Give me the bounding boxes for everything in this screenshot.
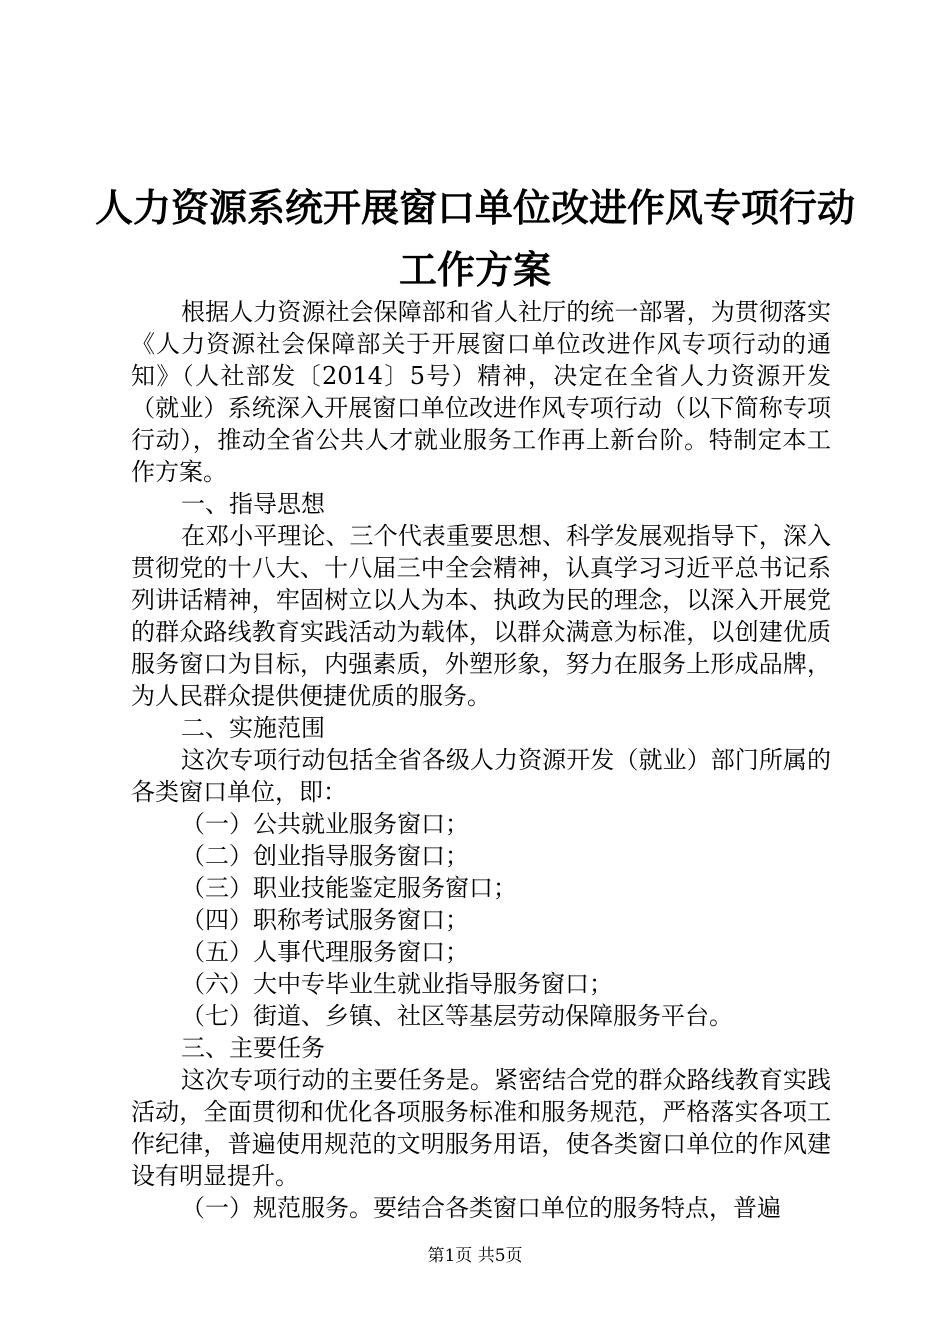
scope-list-item: （四）职称考试服务窗口；	[181, 906, 469, 934]
scope-list-item: （七）街道、乡镇、社区等基层劳动保障服务平台。	[181, 1002, 733, 1030]
main-tasks-paragraph: 这次专项行动的主要任务是。紧密结合党的群众路线教育实践活动，全面贯彻和优化各项服务标准和服务规范，严格落实各项工作纪律，普遍使用规范的文明服务用语，使各类窗口单位的作风建设有明显提升。	[131, 1066, 831, 1190]
page-footer: 第1页 共5页	[427, 1246, 523, 1266]
scope-list-item: （三）职业技能鉴定服务窗口；	[181, 874, 517, 902]
document-title-line-1: 人力资源系统开展窗口单位改进作风专项行动	[94, 185, 855, 230]
guiding-ideology-paragraph: 在邓小平理论、三个代表重要思想、科学发展观指导下，深入贯彻党的十八大、十八届三中全会精神，认真学习习近平总书记系列讲话精神，牢固树立以人为本、执政为民的理念，以深入开展党的群众路线教育实践活动为载体，以群众满意为标准，以创建优质服务窗口为目标，内强素质，外塑形象，努力在服务上形成品牌，为人民群众提供便捷优质的服务。	[131, 522, 831, 710]
section-heading-main-tasks: 三、主要任务	[181, 1034, 325, 1062]
document-title-line-2: 工作方案	[398, 247, 551, 292]
scope-list-item: （一）公共就业服务窗口；	[181, 810, 469, 838]
scope-list-item: （六）大中专毕业生就业指导服务窗口；	[181, 970, 613, 998]
scope-list-item: （五）人事代理服务窗口；	[181, 938, 469, 966]
document-body	[131, 296, 831, 1224]
scope-paragraph: 这次专项行动包括全省各级人力资源开发（就业）部门所属的各类窗口单位，即：	[131, 746, 831, 806]
section-heading-guiding-ideology: 一、指导思想	[181, 490, 325, 518]
standardized-service-paragraph: （一）规范服务。要结合各类窗口单位的服务特点，普遍	[181, 1194, 781, 1222]
section-heading-scope: 二、实施范围	[181, 714, 325, 742]
scope-list-item: （二）创业指导服务窗口；	[181, 842, 469, 870]
intro-paragraph: 根据人力资源社会保障部和省人社厅的统一部署，为贯彻落实《人力资源社会保障部关于开展窗口单位改进作风专项行动的通知》（人社部发〔2014〕5号）精神，决定在全省人力资源开发（就业）系统深入开展窗口单位改进作风专项行动（以下简称专项行动），推动全省公共人才就业服务工作再上新台阶。特制定本工作方案。	[131, 298, 831, 486]
